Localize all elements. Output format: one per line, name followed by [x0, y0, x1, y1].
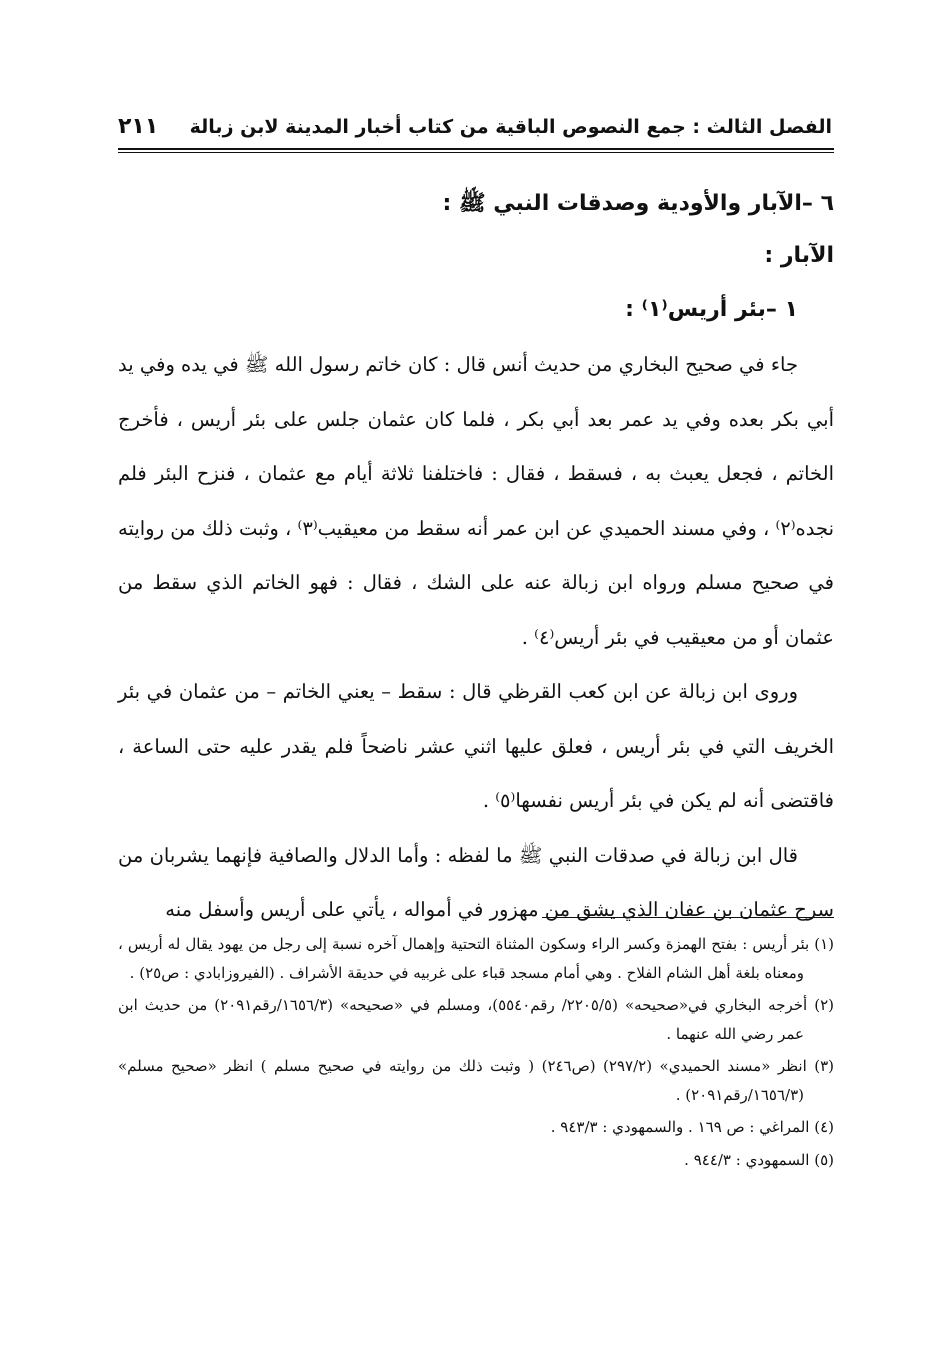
footnote-separator — [542, 917, 834, 918]
paragraph: جاء في صحيح البخاري من حديث أنس قال : كان خاتم رسول الله ﷺ في يده وفي يد أبي بكر بعده وفي يد عمر بعد أبي بكر ، فلما كان عثمان جلس على بئر أريس ، فأخرج الخاتم ، فجعل يعبث به ، فسقط ، فقال : فاختلفنا ثلاثة أيام مع عثمان ، فنزح البئر فلم نجده⁽٢⁾ ، وفي مسند الحميدي عن ابن عمر أنه سقط من معيقيب⁽٣⁾ ، وثبت ذلك من روايته في صحيح مسلم ورواه ابن زبالة عنه على الشك ، فقال : فهو الخاتم الذي سقط من عثمان أو من معيقيب في بئر أريس⁽٤⁾ . — [118, 353, 834, 649]
header-rule-thin — [118, 152, 834, 153]
footnote: (١) بئر أريس : بفتح الهمزة وكسر الراء وسكون المثناة التحتية وإهمال آخره نسبة إلى رجل من يهود يقال له أريس ، ومعناه بلغة أهل الشام الفلاح . وهي أمام مسجد قباء على غربيه في حديقة الأشراف . (الفيروزابادي : ص٢٥) . — [118, 935, 834, 982]
section-heading: ٦ –الآبار والأودية وصدقات النبي ﷺ : — [442, 191, 834, 216]
footnote: (٢) أخرجه البخاري في«صحيحه» (٢٢٠٥/٥/ رقم٥٥٤٠)، ومسلم في «صحيحه» (١٦٥٦/٣/رقم٢٠٩١) من حديث ابن عمر رضي الله عنهما . — [118, 996, 834, 1043]
running-header — [118, 112, 832, 146]
footnote: (٣) انظر «مسند الحميدي» (٢٩٧/٢) (ص٢٤٦) ( وثبت ذلك من روايته في صحيح مسلم ) انظر «صحيح مسلم» (١٦٥٦/٣/رقم٢٠٩١) . — [118, 1057, 834, 1104]
footnotes — [118, 930, 834, 1178]
chapter-title: الفصل الثالث : جمع النصوص الباقية من كتاب أخبار المدينة لابن زبالة — [189, 116, 832, 138]
main-text — [118, 178, 834, 938]
footnote: (٥) السمهودي : ٩٤٤/٣ . — [684, 1150, 834, 1169]
footnote: (٤) المراغي : ص ١٦٩ . والسمهودي : ٩٤٣/٣ . — [550, 1118, 834, 1136]
page-number: ٢١١ — [118, 114, 159, 139]
sub-heading: الآبار : — [764, 243, 834, 268]
paragraph: وروى ابن زبالة عن ابن كعب القرظي قال : سقط – يعني الخاتم – من عثمان في بئر الخريف التي في بئر أريس ، فعلق عليها اثني عشر ناضحاً فلم يقدر عليه حتى الساعة ، فاقتضى أنه لم يكن في بئر أريس نفسها⁽٥⁾ . — [118, 680, 834, 812]
header-rule — [118, 148, 834, 150]
paragraph: قال ابن زبالة في صدقات النبي ﷺ ما لفظه : وأما الدلال والصافية فإنهما يشربان من سرح عثمان بن عفان الذي يشق من مهزور في أمواله ، يأتي على أريس وأسفل منه — [118, 843, 834, 921]
item-heading: ١ –بئر أريس⁽١⁾ : — [625, 297, 798, 322]
